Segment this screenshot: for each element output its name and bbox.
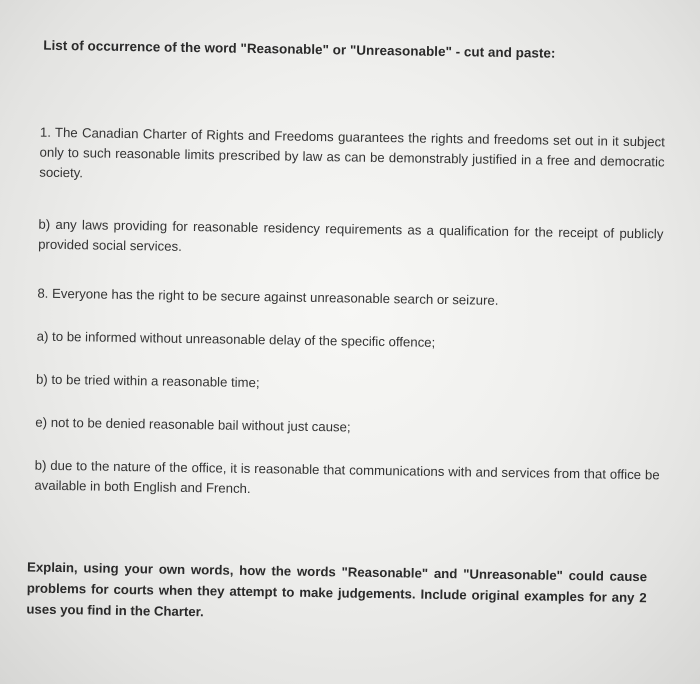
charter-excerpt-bail: e) not to be denied reasonable bail without just cause; [35, 414, 351, 435]
charter-excerpt-informed: a) to be informed without unreasonable delay of the specific offence; [36, 328, 436, 350]
assignment-question: Explain, using your own words, how the words "Reasonable" and "Unreasonable" could cause problems for courts when they attempt to make judgements. Include original examples for any 2 uses you find in the Charter. [26, 559, 648, 620]
charter-excerpt-english-french: b) due to the nature of the office, it is reasonable that communications with and services from that office be available in both English and French. [34, 457, 660, 496]
charter-excerpt-section-8: 8. Everyone has the right to be secure against unreasonable search or seizure. [37, 285, 499, 308]
charter-excerpt-reasonable-time: b) to be tried within a reasonable time; [35, 371, 260, 391]
charter-excerpt-section-1: 1. The Canadian Charter of Rights and Freedoms guarantees the rights and freedoms set out in it subject only to such reasonable limits prescribed by law as can be demonstrably justified in a free and democratic society. [39, 124, 665, 181]
document-heading: List of occurrence of the word "Reasonable" or "Unreasonable" - cut and paste: [43, 37, 556, 61]
charter-excerpt-residency: b) any laws providing for reasonable residency requirements as a qualification for the receipt of publicly provided social services. [38, 216, 664, 254]
